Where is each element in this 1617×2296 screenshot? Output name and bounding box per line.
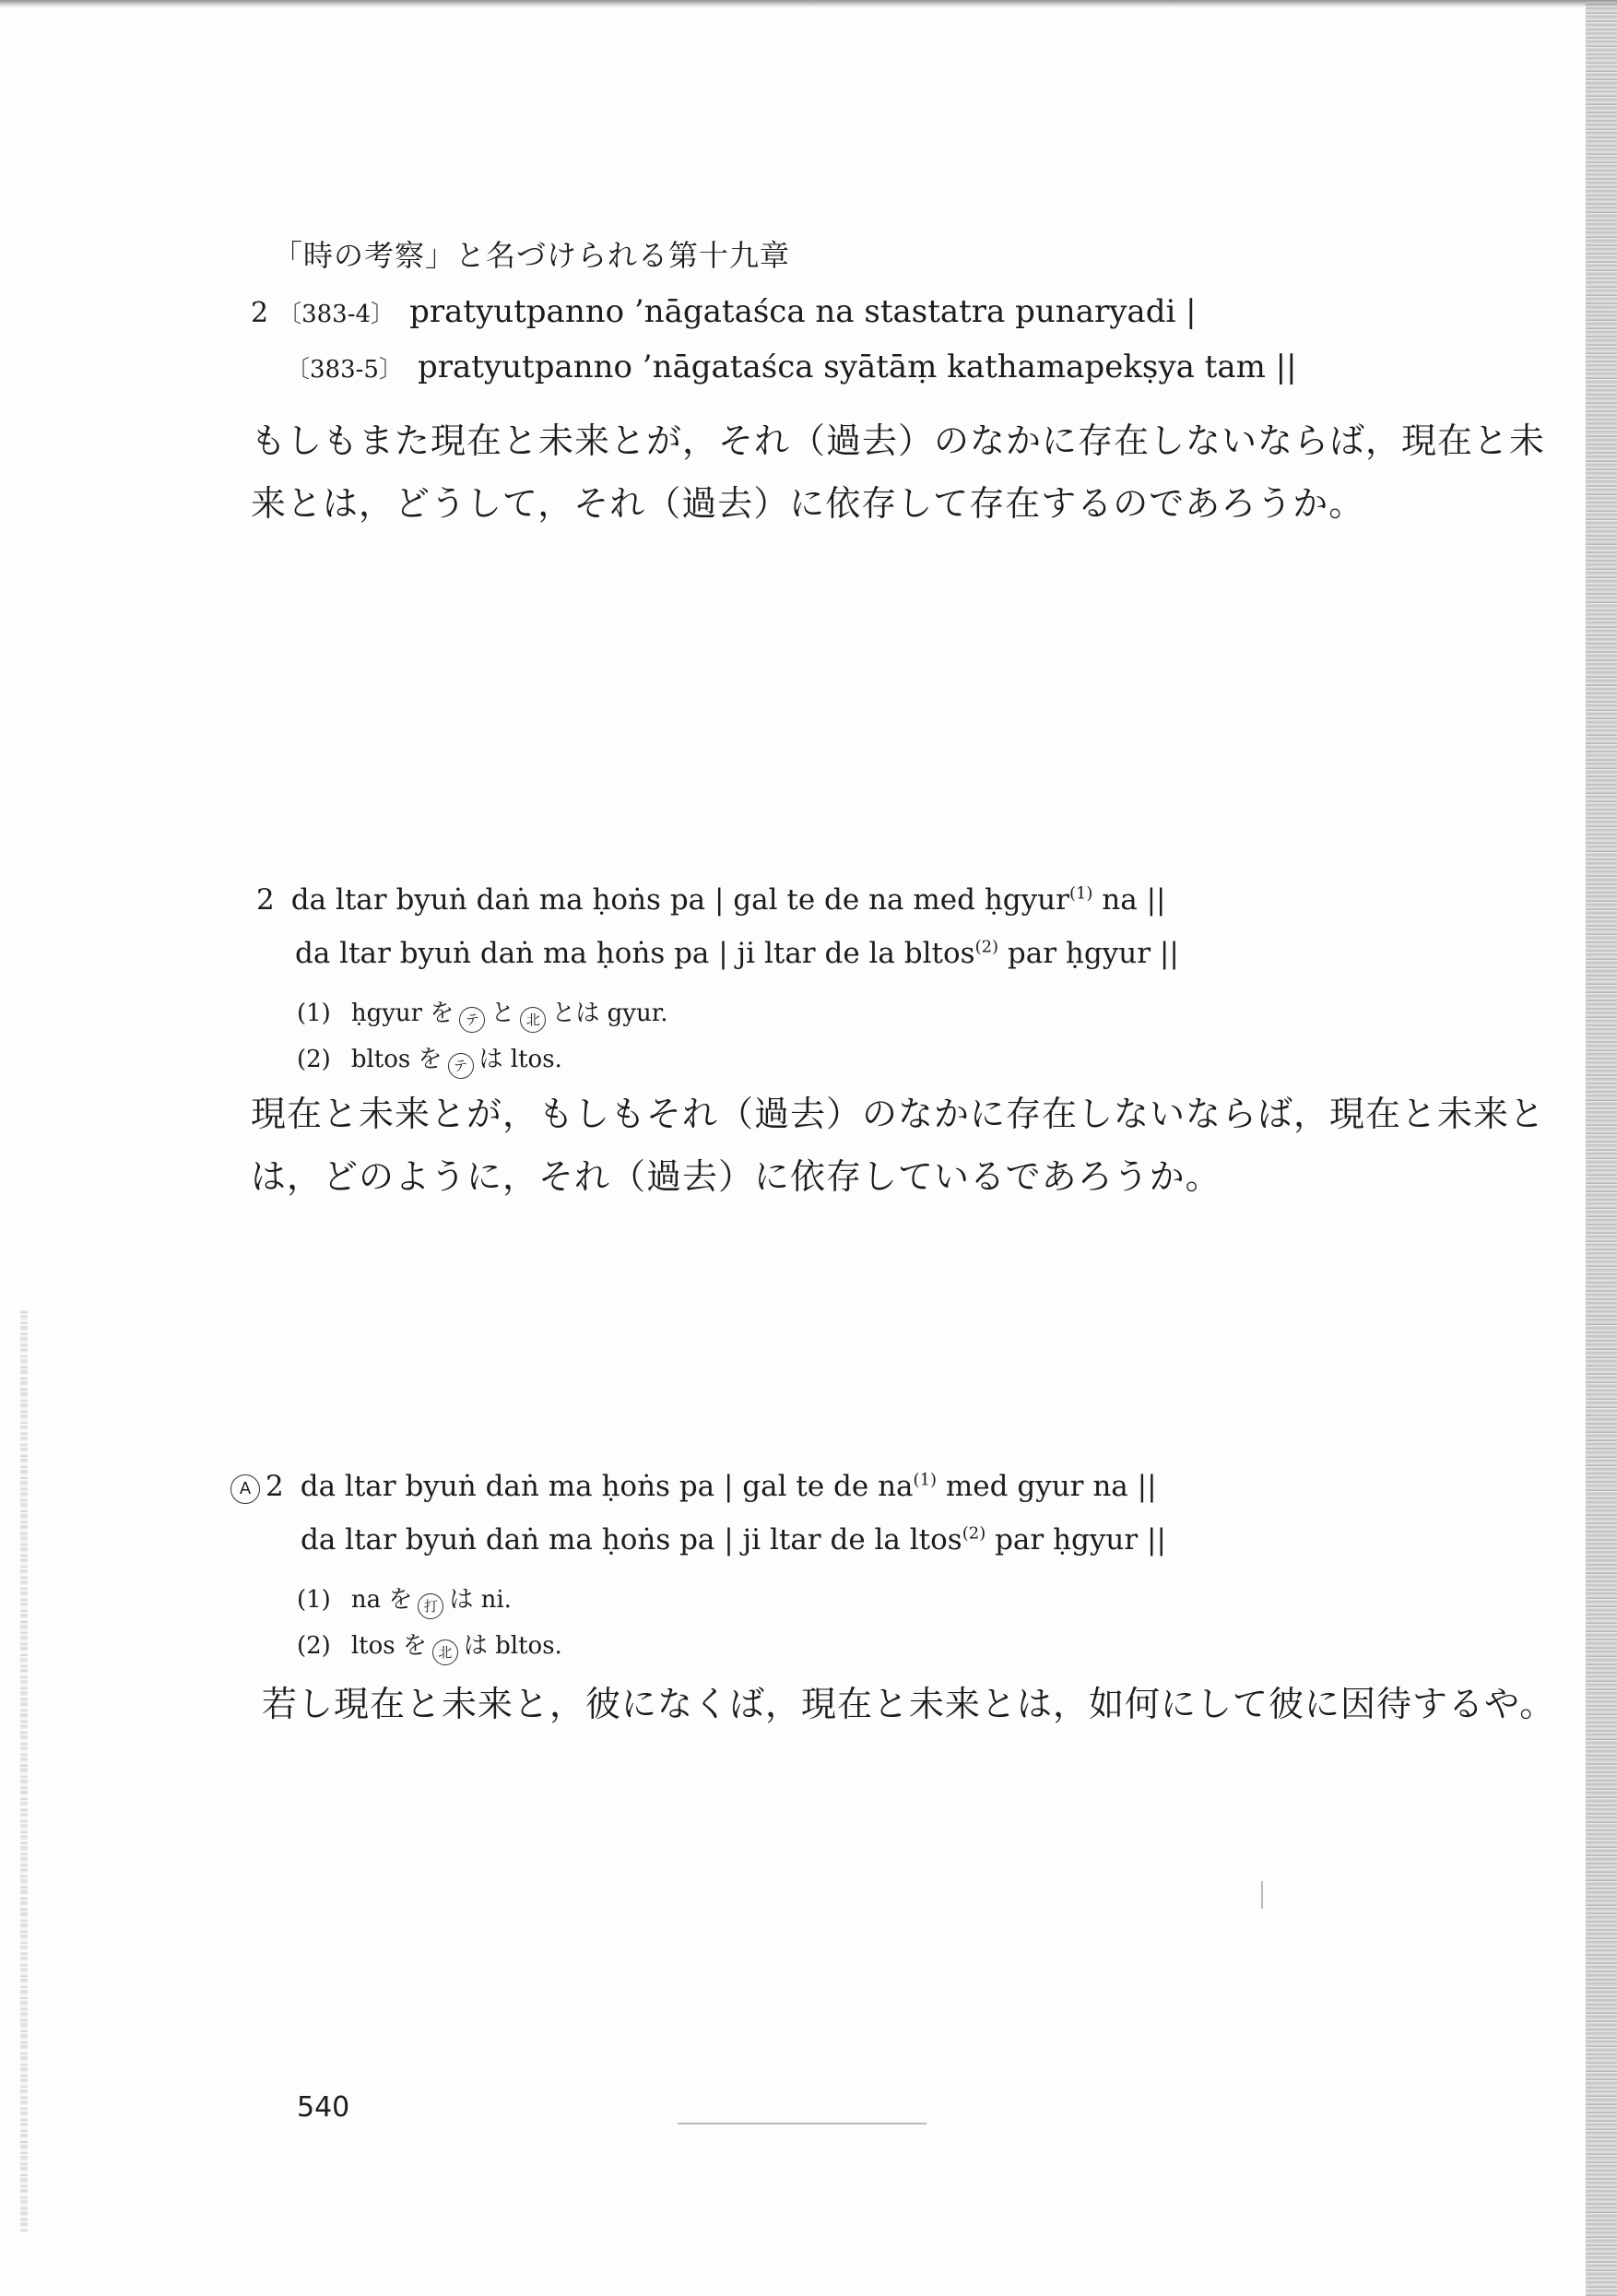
translation-line: 現在と未来とが，もしもそれ（過去）のなかに存在しないならば，現在と未来と xyxy=(251,1094,1546,1134)
footnote-index: (2) xyxy=(297,1046,331,1073)
tibetan-text: da ltar byuṅ daṅ ma ḥoṅs pa | gal te de na xyxy=(300,1470,914,1503)
tibetan-variant-line-2 xyxy=(301,1523,1166,1556)
sanskrit-text: pratyutpanno ’nāgataśca na stastatra punaryadi | xyxy=(409,293,1197,330)
verse-reference: 〔383-5〕 xyxy=(286,356,403,384)
footnote-ref: (1) xyxy=(913,1470,938,1490)
tibetan-text: na || xyxy=(1092,883,1166,917)
circled-siglum: テ xyxy=(448,1053,474,1079)
verse-number: 2 xyxy=(251,297,269,329)
sanskrit-verse-line-1 xyxy=(251,293,1197,330)
translation-line: 若し現在と未来と，彼になくば，現在と未来とは，如何にして彼に因待するや。 xyxy=(262,1684,1556,1724)
tibetan-text: par ḥgyur || xyxy=(998,937,1179,970)
footnote-index: (1) xyxy=(297,1586,331,1614)
translation-line: は，どのように，それ（過去）に依存しているであろうか。 xyxy=(251,1156,1222,1197)
scan-tick-mark xyxy=(1261,1881,1263,1909)
classical-translation xyxy=(262,1673,1555,1735)
footnote-index: (2) xyxy=(297,1632,331,1660)
footnote-ref: (2) xyxy=(974,937,999,957)
scan-right-edge xyxy=(1586,0,1617,2296)
sanskrit-text: pratyutpanno ’nāgataśca syātāṃ kathamapekṣya tam || xyxy=(417,349,1297,385)
tibetan-text: par ḥgyur || xyxy=(986,1523,1166,1556)
tibetan-verse-line-2 xyxy=(295,937,1179,970)
tibetan-text: da ltar byuṅ daṅ ma ḥoṅs pa | ji ltar de la bltos xyxy=(295,937,975,970)
scan-top-edge xyxy=(0,0,1617,7)
tibetan-text: da ltar byuṅ daṅ ma ḥoṅs pa | ji ltar de la ltos xyxy=(301,1523,962,1556)
circled-siglum: 北 xyxy=(520,1007,546,1033)
circled-siglum: 北 xyxy=(432,1639,458,1665)
footnote-ref: (1) xyxy=(1068,883,1093,904)
circled-siglum: テ xyxy=(459,1007,485,1033)
translation-line: 来とは，どうして，それ（過去）に依存して存在するのであろうか。 xyxy=(251,483,1365,524)
sanskrit-verse-line-2 xyxy=(286,349,1297,385)
footnote-index: (1) xyxy=(297,1000,331,1027)
japanese-translation-2 xyxy=(251,1083,1545,1208)
translation-line: もしもまた現在と未来とが，それ（過去）のなかに存在しないならば，現在と未 xyxy=(251,420,1546,461)
circled-a-marker: A xyxy=(230,1474,260,1504)
footnote-ref: (2) xyxy=(962,1523,986,1544)
tibetan-variant-line-1 xyxy=(230,1470,1157,1504)
japanese-translation-1 xyxy=(251,409,1545,535)
page-number: 540 xyxy=(297,2091,350,2124)
scan-left-edge xyxy=(20,1309,28,2231)
scan-dash-mark xyxy=(678,2123,927,2124)
tibetan-verse-line-1 xyxy=(256,883,1166,917)
verse-reference: 〔383-4〕 xyxy=(277,301,395,328)
footnote-2: (2) bltos を テ は ltos. xyxy=(297,1040,562,1079)
tibetan-text: med gyur na || xyxy=(937,1470,1157,1503)
footnote-variant-1: (1) na を 打 は ni. xyxy=(297,1580,512,1619)
circled-siglum: 打 xyxy=(418,1593,443,1619)
footnote-1: (1) ḥgyur を テ と 北 とは gyur. xyxy=(297,994,668,1033)
verse-number: 2 xyxy=(256,883,275,917)
footnote-variant-2: (2) ltos を 北 は bltos. xyxy=(297,1627,562,1665)
tibetan-text: da ltar byuṅ daṅ ma ḥoṅs pa | gal te de na med ḥgyur xyxy=(290,883,1069,917)
chapter-title: 「時の考察」と名づけられる第十九章 xyxy=(273,238,791,273)
verse-number: 2 xyxy=(266,1470,284,1503)
